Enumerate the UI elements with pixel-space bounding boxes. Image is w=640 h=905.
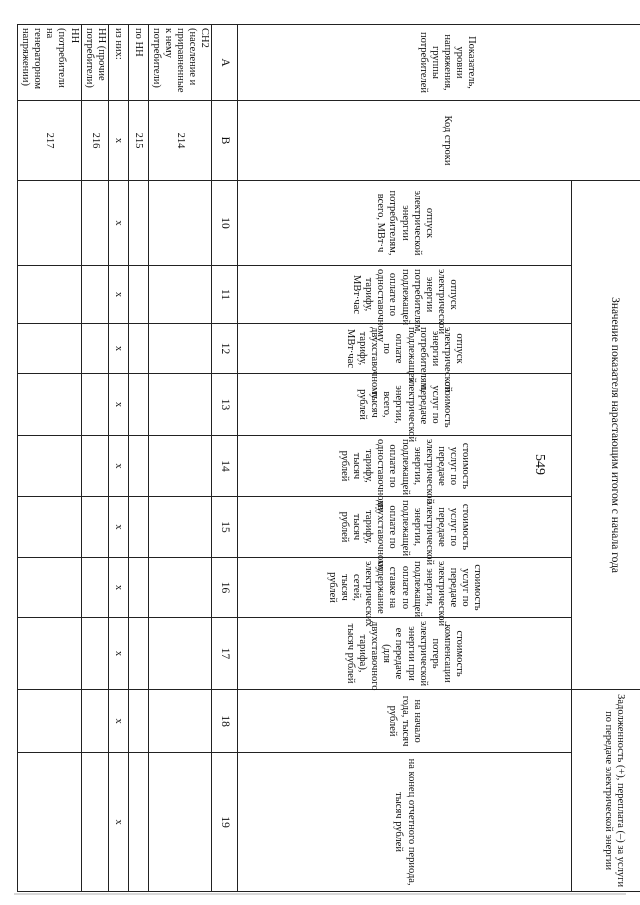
header-col-13: стоимость услуг по передаче электрической энергии, всего, тысяч рублей	[238, 374, 572, 436]
cell	[18, 436, 81, 497]
cell	[18, 324, 81, 374]
cell	[148, 181, 211, 266]
cell: х	[108, 558, 128, 618]
cell	[18, 181, 81, 266]
row-label: НН (потребители на генераторном напряжении)	[18, 25, 81, 101]
header-col-16: стоимость услуг по передаче электрической энергии, подлежащей оплате по ставке на содержание электрических сетей, тысяч рублей	[238, 558, 572, 618]
num-12: 12	[212, 324, 238, 374]
cell	[81, 436, 108, 497]
cell	[81, 558, 108, 618]
cell	[128, 436, 148, 497]
cell	[18, 497, 81, 558]
header-col-14: стоимость услуг по передаче электрической энергии, подлежащей оплате по одноставочному тарифу, тысяч рублей	[238, 436, 572, 497]
cell	[148, 690, 211, 753]
cell: х	[108, 181, 128, 266]
table-row	[148, 25, 211, 892]
num-19: 19	[212, 753, 238, 892]
cell	[81, 324, 108, 374]
cell	[148, 753, 211, 892]
cell	[148, 618, 211, 690]
cell: х	[108, 374, 128, 436]
page-number: 549	[532, 454, 547, 475]
cell	[128, 497, 148, 558]
header-col-19: на конец отчетного периода, тысяч рублей	[238, 753, 572, 892]
cell	[128, 324, 148, 374]
table-row	[128, 25, 148, 892]
table-row	[108, 25, 128, 892]
cell: х	[108, 324, 128, 374]
header-col-11: отпуск электрической энергии потребителям, подлежащей оплате по одноставочному тарифу, МВт·час	[238, 266, 572, 324]
row-label: СН2 (население и приравненные к нему потребители)	[148, 25, 211, 101]
cell	[148, 266, 211, 324]
cell	[148, 558, 211, 618]
cell	[18, 558, 81, 618]
num-a: А	[212, 25, 238, 101]
numbering-row	[212, 25, 238, 892]
cell: х	[108, 436, 128, 497]
scan-edge-line	[14, 893, 626, 895]
row-label: из них:	[108, 25, 128, 101]
cell	[18, 618, 81, 690]
header-col-18: на начало года, тысяч рублей	[238, 690, 572, 753]
cell	[128, 753, 148, 892]
report-table	[17, 24, 640, 892]
cell	[81, 753, 108, 892]
num-14: 14	[212, 436, 238, 497]
cell	[81, 374, 108, 436]
cell: х	[108, 266, 128, 324]
header-col-12: отпуск электрической энергии потребителям, подлежащей оплате по двухставочному тарифу, МВт·час	[238, 324, 572, 374]
num-b: В	[212, 101, 238, 181]
cell: х	[108, 497, 128, 558]
num-16: 16	[212, 558, 238, 618]
num-15: 15	[212, 497, 238, 558]
row-code: 216	[81, 101, 108, 181]
num-11: 11	[212, 266, 238, 324]
table-row	[18, 25, 81, 892]
cell	[81, 181, 108, 266]
cell	[81, 618, 108, 690]
cell	[128, 690, 148, 753]
cell	[128, 558, 148, 618]
table-row	[81, 25, 108, 892]
num-17: 17	[212, 618, 238, 690]
cell	[128, 266, 148, 324]
header-group-debt: Задолженность (+), переплата (–) за услуги по передаче электрической энергии	[572, 690, 640, 892]
row-code: х	[108, 101, 128, 181]
cell	[81, 497, 108, 558]
header-col-10: отпуск электрической энергии потребителям, всего, МВт·ч	[238, 181, 572, 266]
row-code: 215	[128, 101, 148, 181]
cell: х	[108, 753, 128, 892]
num-10: 10	[212, 181, 238, 266]
cell	[18, 690, 81, 753]
cell	[18, 266, 81, 324]
cell	[128, 618, 148, 690]
cell	[148, 324, 211, 374]
header-indicator: Показатель, уровни напряжения, группы потребителей	[238, 25, 640, 101]
cell	[81, 690, 108, 753]
cell	[18, 374, 81, 436]
rotated-report-table-container	[20, 24, 640, 890]
row-label: по НН	[128, 25, 148, 101]
cell: х	[108, 690, 128, 753]
row-label: НН (прочие потребители)	[81, 25, 108, 101]
cell	[148, 497, 211, 558]
cell: х	[108, 618, 128, 690]
row-code: 214	[148, 101, 211, 181]
row-code: 217	[18, 101, 81, 181]
cell	[81, 266, 108, 324]
header-group-values: Значение показателя нарастающим итогом с начала года	[572, 181, 640, 690]
header-col-15: стоимость услуг по передаче электрической энергии, подлежащей оплате по двухставочному тарифу, тысяч рублей	[238, 497, 572, 558]
cell	[148, 374, 211, 436]
header-row-code: Код строки	[238, 101, 640, 181]
cell	[128, 374, 148, 436]
num-18: 18	[212, 690, 238, 753]
num-13: 13	[212, 374, 238, 436]
cell	[128, 181, 148, 266]
cell	[148, 436, 211, 497]
cell	[18, 753, 81, 892]
header-col-17: стоимость компенсации потерь электрической энергии при ее передаче (для двухставочного тарифа), тысяч рублей	[238, 618, 572, 690]
